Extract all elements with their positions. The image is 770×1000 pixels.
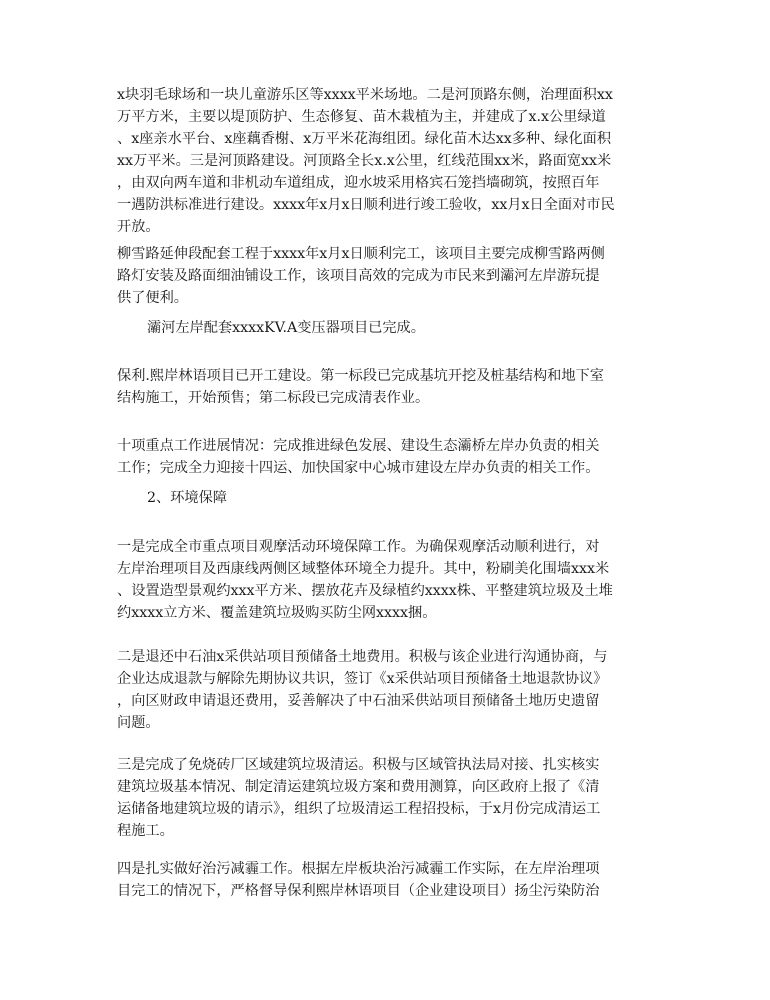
paragraph-waste-removal xyxy=(117,754,657,842)
text-line: 运储备地建筑垃圾的请示》，组织了垃圾清运工程招投标，于x月份完成清运工 xyxy=(117,801,601,817)
text-line: 柳雪路延伸段配套工程于xxxx年x月x日顺利完工，该项目主要完成柳雪路两侧 xyxy=(117,246,605,262)
text-line: 结构施工，开始预售；第二标段已完成清表作业。 xyxy=(117,390,430,406)
paragraph-liuxue-road xyxy=(117,243,657,309)
text-line: 、x座亲水平台、x座藕香榭、x万平米花海组团。绿化苗木达xx多种、绿化面积 xyxy=(117,131,612,147)
section-heading-environment xyxy=(147,487,687,509)
text-line: 问题。 xyxy=(117,715,160,731)
text-line: 开放。 xyxy=(117,219,160,235)
paragraph-observation-activity xyxy=(117,536,657,624)
text-line: ，向区财政申请退还费用，妥善解决了中石油采供站项目预储备土地历史遗留 xyxy=(117,693,600,709)
text-line: 灞河左岸配套xxxxKV.A变压器项目已完成。 xyxy=(147,320,425,336)
text-line: 一遇防洪标准进行建设。xxxx年x月x日顺利进行竣工验收，xx月x日全面对市民 xyxy=(117,197,615,213)
paragraph-key-tasks xyxy=(117,435,657,479)
text-line: 二是退还中石油x采供站项目预储备土地费用。积极与该企业进行沟通协商，与 xyxy=(117,649,608,665)
text-line: x块羽毛球场和一块儿童游乐区等xxxx平米场地。二是河顶路东侧，治理面积xx xyxy=(117,87,613,103)
text-line: 四是扎实做好治污减霾工作。根据左岸板块治污减霾工作实际，在左岸治理项 xyxy=(117,861,600,877)
text-line: 企业达成退款与解除先期协议共识，签订《x采供站项目预储备土地退款协议》 xyxy=(117,671,608,687)
paragraph-park-construction xyxy=(117,84,657,238)
text-line: ，由双向两车道和非机动车道组成，迎水坡采用格宾石笼挡墙砌筑，按照百年 xyxy=(117,175,600,191)
text-line: 路灯安装及路面细油铺设工作，该项目高效的完成为市民来到灞河左岸游玩提 xyxy=(117,268,600,284)
paragraph-poly-project xyxy=(117,365,657,409)
text-line: 建筑垃圾基本情况、制定清运建筑垃圾方案和费用测算，向区政府上报了《清 xyxy=(117,779,600,795)
text-line: 一是完成全市重点项目观摩活动环境保障工作。为确保观摩活动顺利进行，对 xyxy=(117,539,600,555)
text-line: 2、环境保障 xyxy=(147,490,227,506)
text-line: 左岸治理项目及西康线两侧区域整体环境全力提升。其中，粉刷美化围墙xxx米 xyxy=(117,561,610,577)
text-line: 供了便利。 xyxy=(117,290,188,306)
text-line: 十项重点工作进展情况：完成推进绿色发展、建设生态灞桥左岸办负责的相关 xyxy=(117,438,600,454)
text-line: 目完工的情况下，严格督导保利熙岸林语项目（企业建设项目）扬尘污染防治 xyxy=(117,883,600,899)
paragraph-transformer xyxy=(147,317,687,339)
paragraph-land-refund xyxy=(117,646,657,734)
text-line: 万平方米，主要以堤顶防护、生态修复、苗木栽植为主，并建成了x.x公里绿道 xyxy=(117,109,606,125)
text-line: 约xxxx立方米、覆盖建筑垃圾购买防尘网xxxx捆。 xyxy=(117,605,437,621)
text-line: 程施工。 xyxy=(117,823,174,839)
text-line: 保利.熙岸林语项目已开工建设。第一标段已完成基坑开挖及桩基结构和地下室 xyxy=(117,368,604,384)
text-line: 三是完成了免烧砖厂区域建筑垃圾清运。积极与区域管执法局对接、扎实核实 xyxy=(117,757,600,773)
text-line: 、设置造型景观约xxx平方米、摆放花卉及绿植约xxxx株、平整建筑垃圾及土堆 xyxy=(117,583,613,599)
paragraph-pollution-control xyxy=(117,858,657,902)
text-line: 工作；完成全力迎接十四运、加快国家中心城市建设左岸办负责的相关工作。 xyxy=(117,460,600,476)
text-line: xx万平米。三是河顶路建设。河顶路全长x.x公里，红线范围xx米，路面宽xx米 xyxy=(117,153,612,169)
